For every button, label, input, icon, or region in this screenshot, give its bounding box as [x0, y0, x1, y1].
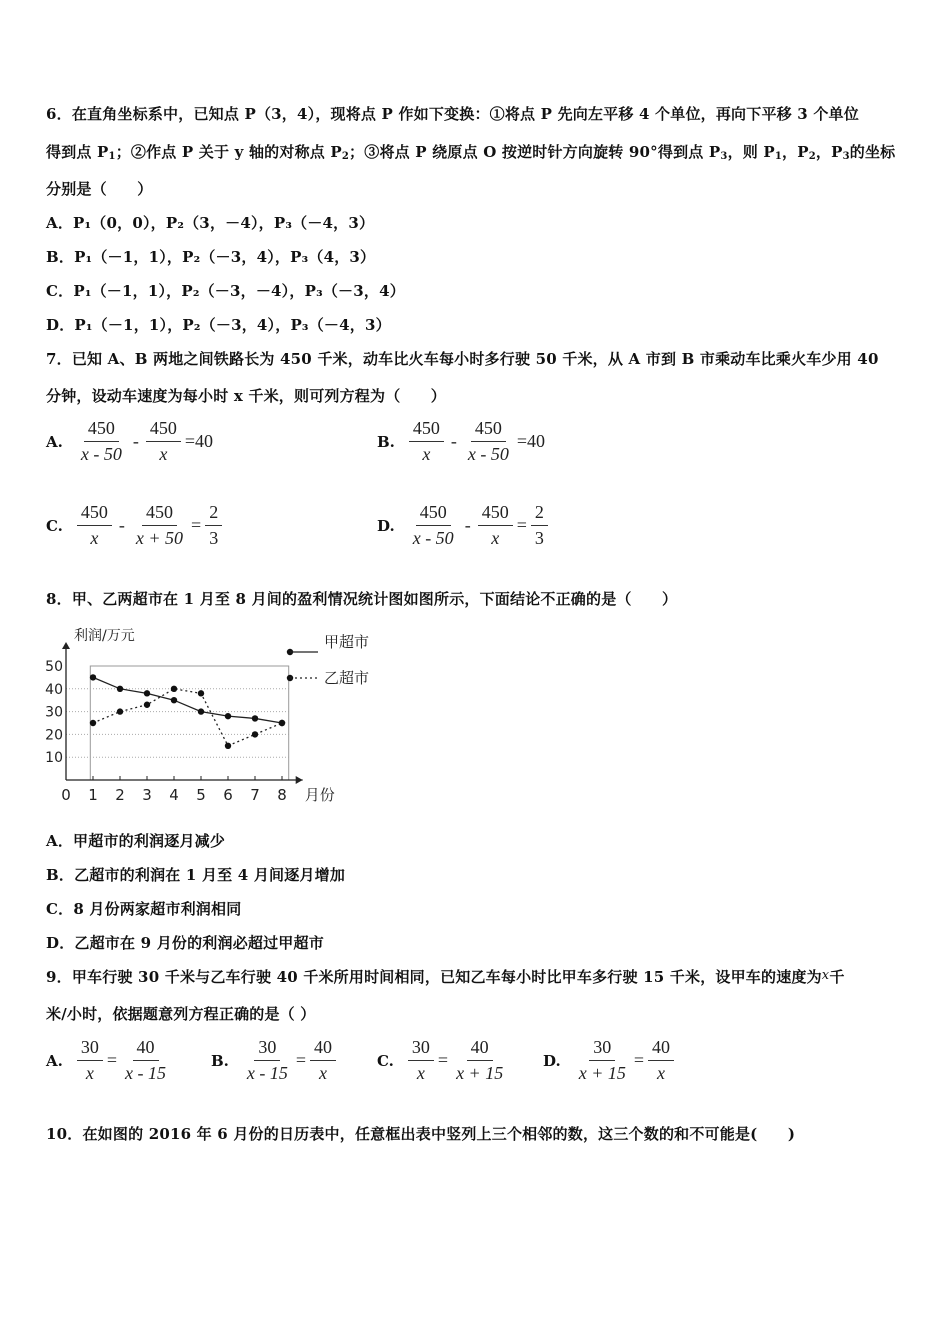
q6-stem-line1: 6．在直角坐标系中，已知点 P（3，4），现将点 P 作如下变换：①将点 P 先向左平移 4 个单位，再向下平移 3 个单位: [46, 105, 859, 123]
y-tick-label: 10: [45, 750, 63, 767]
y-tick-label: 40: [45, 681, 63, 698]
plot-frame: [90, 666, 288, 780]
x-axis-label: 月份: [304, 786, 335, 804]
data-point-yi: [90, 720, 96, 726]
q7-option-c: C. $\frac{450}{x}$ - $\frac{450}{x + 50}$ = $\frac{2}{3}$: [46, 502, 226, 549]
q8-option-d: D．乙超市在 9 月份的利润必超过甲超市: [46, 934, 324, 952]
q9-stem-line1: 9．甲车行驶 30 千米与乙车行驶 40 千米所用时间相同，已知乙车每小时比甲车多行驶 15 千米，设甲车的速度为x千: [46, 968, 845, 986]
data-point-yi: [198, 690, 204, 696]
q8-option-b: B．乙超市的利润在 1 月至 4 月间逐月增加: [46, 866, 346, 884]
data-point-yi: [144, 702, 150, 708]
q9-stem-line2: 米/小时，依据题意列方程正确的是（ ）: [46, 1005, 316, 1023]
q7-stem-line2: 分钟，设动车速度为每小时 x 千米，则可列方程为（ ）: [46, 387, 446, 405]
q6-option-d: D．P₁（－1，1），P₂（－3，4），P₃（－4，3）: [46, 316, 391, 334]
x-tick-label: 2: [115, 786, 125, 804]
data-point-jia: [90, 674, 96, 680]
x-tick-label: 1: [88, 786, 98, 804]
profit-chart-svg: [44, 622, 404, 812]
q8-option-a: A．甲超市的利润逐月减少: [46, 832, 226, 850]
y-tick-label: 30: [45, 704, 63, 721]
q7-option-b: B. $\frac{450}{x}$ - $\frac{450}{x - 50}$ =40: [377, 418, 546, 464]
q6-option-c: C．P₁（－1，1），P₂（－3，－4），P₃（－3，4）: [46, 282, 405, 300]
q9-option-a: A. $\frac{30}{x}$ = $\frac{40}{x - 15}$: [46, 1037, 167, 1083]
data-point-yi: [117, 708, 123, 714]
x-tick-label: 8: [277, 786, 287, 804]
data-point-yi: [171, 686, 177, 692]
x-axis-arrow: [296, 776, 303, 784]
q9-option-b: B. $\frac{30}{x - 15}$ = $\frac{40}{x}$: [211, 1037, 340, 1084]
data-point-jia: [225, 713, 231, 719]
y-axis-label: 利润/万元: [74, 628, 135, 644]
x-tick-label: 6: [223, 786, 233, 804]
data-point-jia: [252, 715, 258, 721]
q7-option-d: D. $\frac{450}{x - 50}$ - $\frac{450}{x}$ = $\frac{2}{3}$: [377, 502, 552, 549]
q10-stem: 10．在如图的 2016 年 6 月份的日历表中，任意框出表中竖列上三个相邻的数，这三个数的和不可能是( ): [46, 1125, 796, 1143]
data-point-jia: [144, 690, 150, 696]
q8-option-c: C．8 月份两家超市利润相同: [46, 900, 242, 918]
q8-stem: 8．甲、乙两超市在 1 月至 8 月间的盈利情况统计图如图所示，下面结论不正确的是（ ）: [46, 590, 678, 608]
q6-option-a: A．P₁（0，0），P₂（3，－4），P₃（－4，3）: [46, 214, 375, 232]
x-tick-label: 0: [61, 786, 71, 804]
data-point-jia: [198, 708, 204, 714]
x-tick-label: 3: [142, 786, 152, 804]
q9-option-d: D. $\frac{30}{x + 15}$ = $\frac{40}{x}$: [543, 1037, 678, 1084]
q6-stem-line2: 得到点 $P_1$；②作点 P 关于 y 轴的对称点 $P_2$；③将点 P 绕原点 O 按逆时针方向旋转 90°得到点 $P_3$，则 $P_1$，$P_2$，$P_3$的坐标: [46, 143, 896, 162]
legend-label-yi: 乙超市: [324, 669, 370, 687]
q6-stem-line3: 分别是（ ）: [46, 180, 153, 198]
q9-option-c: C. $\frac{30}{x}$ = $\frac{40}{x + 15}$: [377, 1037, 504, 1083]
x-tick-label: 5: [196, 786, 206, 804]
q6-option-b: B．P₁（－1，1），P₂（－3，4），P₃（4，3）: [46, 248, 376, 266]
data-point-yi: [252, 731, 258, 737]
x-tick-label: 4: [169, 786, 179, 804]
data-point-jia: [117, 686, 123, 692]
y-axis-arrow: [62, 642, 70, 649]
data-point-yi: [225, 743, 231, 749]
y-tick-label: 20: [45, 727, 63, 744]
profit-chart: [44, 622, 404, 812]
legend-label-jia: 甲超市: [324, 633, 370, 651]
y-tick-label: 50: [45, 659, 63, 675]
data-point-yi: [279, 720, 285, 726]
q7-stem-line1: 7．已知 A、B 两地之间铁路长为 450 千米，动车比火车每小时多行驶 50 千米，从 A 市到 B 市乘动车比乘火车少用 40: [46, 350, 879, 368]
data-point-jia: [171, 697, 177, 703]
x-tick-label: 7: [250, 786, 260, 804]
q7-option-a: A. $\frac{450}{x - 50}$ - $\frac{450}{x}$ =40: [46, 418, 214, 464]
